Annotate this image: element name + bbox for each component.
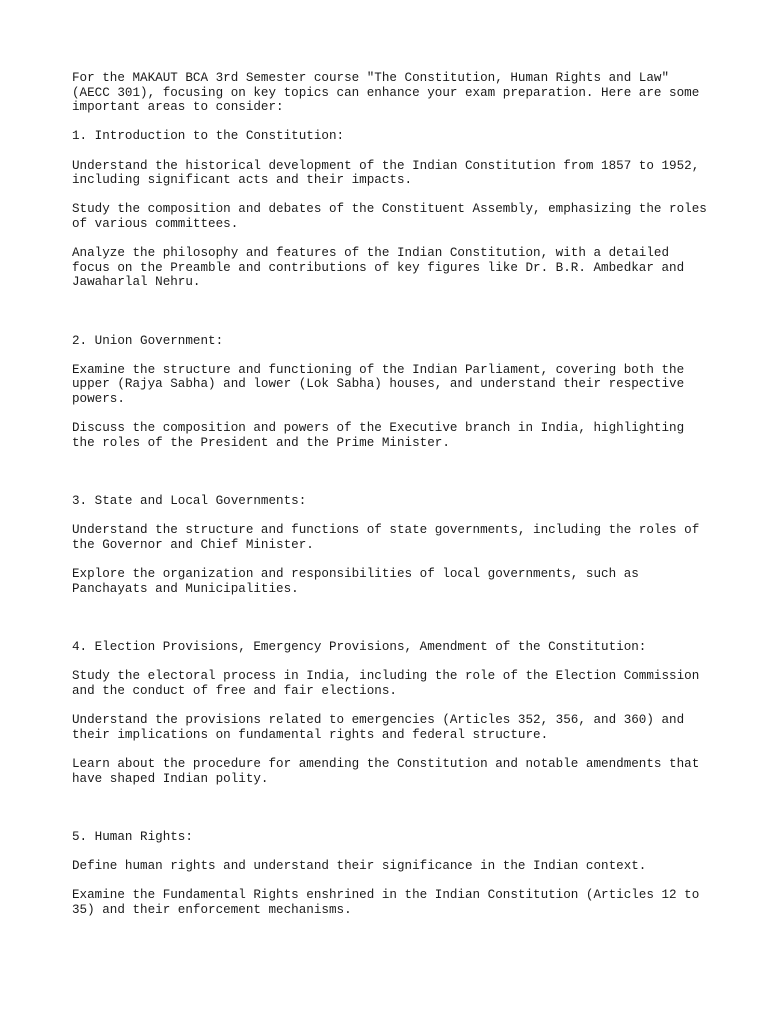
intro-paragraph: For the MAKAUT BCA 3rd Semester course "The Constitution, Human Rights and Law" (AECC 301), focusing on key topics can enhance your exam preparation. Here are some important areas to consider: <box>72 71 700 115</box>
section-paragraph: Study the composition and debates of the Constituent Assembly, emphasizing the roles of various committees. <box>72 202 707 231</box>
section-election-emergency-amendment <box>72 640 712 786</box>
section-paragraph: Analyze the philosophy and features of the Indian Constitution, with a detailed focus on the Preamble and contributions of key figures like Dr. B.R. Ambedkar and Jawaharlal Nehru. <box>72 246 685 290</box>
section-paragraph: Understand the structure and functions of state governments, including the roles of the Governor and Chief Minister. <box>72 523 700 552</box>
section-state-local-governments <box>72 494 712 596</box>
section-union-government <box>72 334 712 451</box>
section-paragraph: Examine the structure and functioning of the Indian Parliament, covering both the upper (Rajya Sabha) and lower (Lok Sabha) houses, and understand their respective powers. <box>72 362 685 407</box>
section-paragraph: Study the electoral process in India, including the role of the Election Commission and the conduct of free and fair elections. <box>72 669 700 698</box>
section-heading: 3. State and Local Governments: <box>72 494 307 509</box>
section-paragraph: Discuss the composition and powers of the Executive branch in India, highlighting the roles of the President and the Prime Minister. <box>72 421 685 450</box>
document-page <box>72 71 712 932</box>
section-paragraph: Learn about the procedure for amending the Constitution and notable amendments that have shaped Indian polity. <box>72 756 700 786</box>
section-spacer <box>72 801 712 830</box>
section-heading: 2. Union Government: <box>72 333 224 348</box>
section-paragraph: Define human rights and understand their significance in the Indian context. <box>72 859 647 874</box>
section-paragraph: Understand the historical development of the Indian Constitution from 1857 to 1952, including significant acts and their impacts. <box>72 158 700 188</box>
section-heading: 5. Human Rights: <box>72 829 193 844</box>
section-heading: 4. Election Provisions, Emergency Provisions, Amendment of the Constitution: <box>72 640 647 655</box>
section-spacer <box>72 305 712 334</box>
section-human-rights <box>72 830 712 918</box>
section-paragraph: Examine the Fundamental Rights enshrined in the Indian Constitution (Articles 12 to 35) and their enforcement mechanisms. <box>72 888 700 917</box>
section-paragraph: Understand the provisions related to emergencies (Articles 352, 356, and 360) and their implications on fundamental rights and federal structure. <box>72 713 685 742</box>
section-paragraph: Explore the organization and responsibilities of local governments, such as Panchayats and Municipalities. <box>72 567 639 596</box>
section-spacer <box>72 611 712 640</box>
section-spacer <box>72 465 712 494</box>
section-introduction <box>72 129 712 290</box>
section-heading: 1. Introduction to the Constitution: <box>72 129 345 144</box>
